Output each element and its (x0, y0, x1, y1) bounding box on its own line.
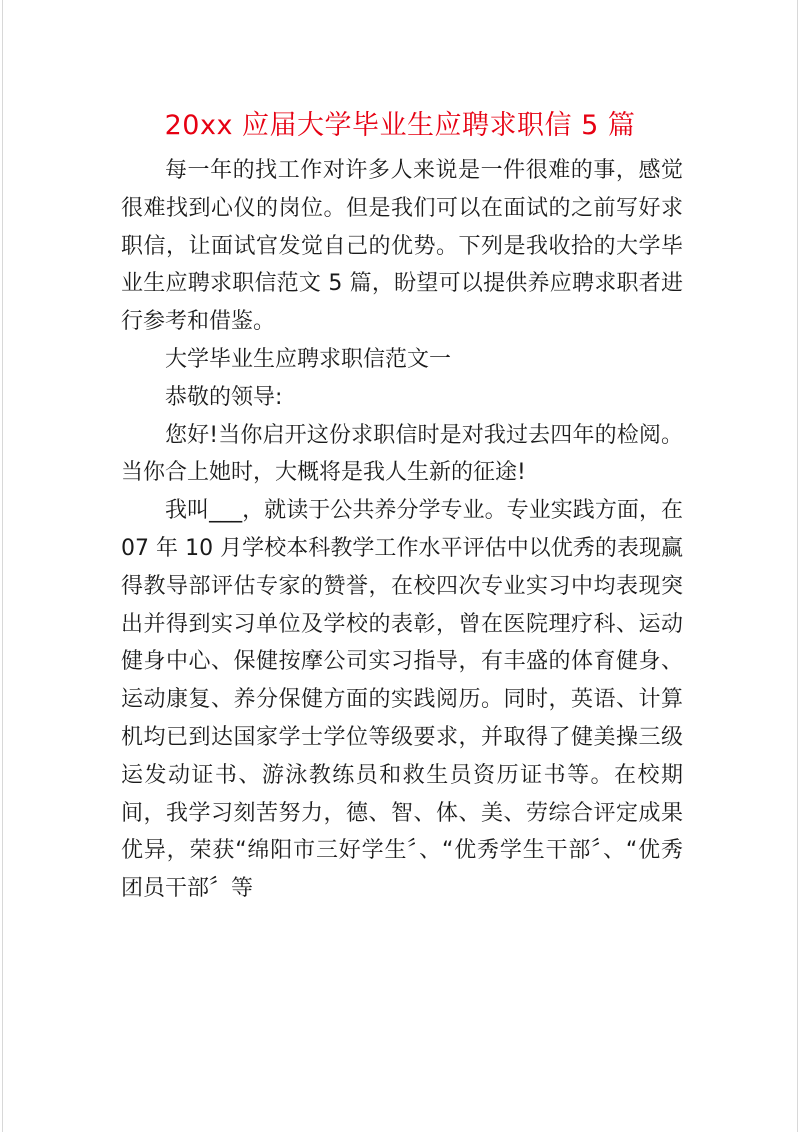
document-body (121, 152, 683, 908)
greeting-paragraph: 您好!当你启开这份求职信时是对我过去四年的检阅。当你合上她时，大概将是我人生新的征途! (121, 422, 683, 486)
document-title: 20xx 应届大学毕业生应聘求职信 5 篇 (164, 110, 636, 141)
page-border-left (2, 0, 3, 1132)
section-heading: 大学毕业生应聘求职信范文一 (165, 346, 452, 372)
intro-paragraph: 每一年的找工作对许多人来说是一件很难的事，感觉很难找到心仪的岗位。但是我们可以在面试的之前写好求职信，让面试官发觉自己的优势。下列是我收拾的大学毕业生应聘求职信范文 5 篇，盼望可以提供养应聘求职者进行参考和借鉴。 (121, 158, 683, 335)
self-introduction-paragraph: 我叫___，就读于公共养分学专业。专业实践方面，在 07 年 10 月学校本科教学工作水平评估中以优秀的表现赢得教导部评估专家的赞誉，在校四次专业实习中均表现突出并得到实习单位及学校的表彰，曾在医院理疗科、运动健身中心、保健按摩公司实习指导，有丰盛的体育健身、运动康复、养分保健方面的实践阅历。同时，英语、计算机均已到达国家学士学位等级要求，并取得了健美操三级运发动证书、游泳教练员和救生员资历证书等。在校期间，我学习刻苦努力，德、智、体、美、劳综合评定成果优异，荣获“绵阳市三好学生〞、“优秀学生干部〞、“优秀团员干部〞等 (121, 498, 683, 902)
salutation: 恭敬的领导: (165, 384, 283, 410)
page-border-right (797, 0, 798, 1132)
